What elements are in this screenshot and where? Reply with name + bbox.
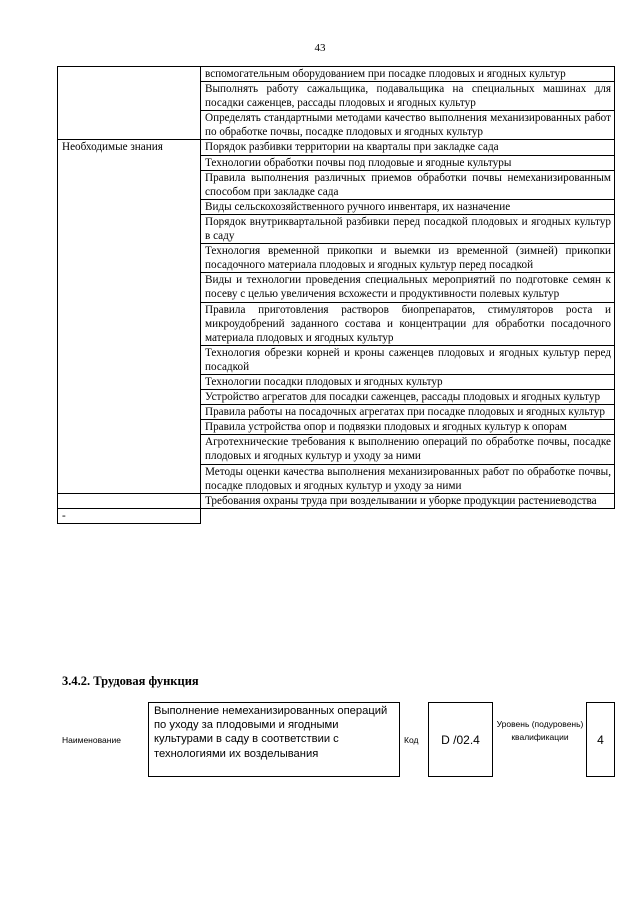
row-text: Правила работы на посадочных агрегатах при посадке плодовых и ягодных культур: [201, 405, 615, 420]
row-text: Порядок разбивки территории на кварталы при закладке сада: [201, 140, 615, 155]
row-text: Виды и технологии проведения специальных мероприятий по подготовке семян к посеву с целью увеличения всхожести и продуктивности полевых культур: [201, 273, 615, 302]
row-text: Требования охраны труда при возделывании и уборке продукции растениеводства: [201, 493, 615, 508]
row-label: [58, 493, 201, 508]
row-text: Технологии посадки плодовых и ягодных культур: [201, 374, 615, 389]
row-text: -: [58, 508, 201, 523]
row-text: Технологии обработки почвы под плодовые и ягодные культуры: [201, 155, 615, 170]
row-text: Устройство агрегатов для посадки саженцев, рассады плодовых и ягодных культур: [201, 390, 615, 405]
row-text: Методы оценки качества выполнения механизированных работ по обработке почвы, посадке плодовых и ягодных культур и уходу за ними: [201, 464, 615, 493]
row-text: Агротехнические требования к выполнению операций по обработке почвы, посадке плодовых и ягодных культур и уходу за ними: [201, 435, 615, 464]
knowledge-table: [57, 66, 615, 524]
row-text: Правила выполнения различных приемов обработки почвы немеханизированным способом при закладке сада: [201, 170, 615, 199]
row-text: Правила устройства опор и подвязки плодовых и ягодных культур к опорам: [201, 420, 615, 435]
row-text: Определять стандартными методами качество выполнения механизированных работ по обработке почвы, посадке плодовых и ягодных культур: [201, 111, 615, 140]
table-row: [58, 67, 615, 82]
row-text: Правила приготовления растворов биопрепаратов, стимуляторов роста и микроудобрений заданного состава и концентрации для обработки посадочного материала плодовых и ягодных культур: [201, 302, 615, 345]
row-text: Порядок внутриквартальной разбивки перед посадкой плодовых и ягодных культур в саду: [201, 214, 615, 243]
level-value: 4: [586, 702, 615, 777]
page-number: 43: [314, 42, 326, 54]
code-value: D /02.4: [428, 702, 493, 777]
level-label: Уровень (подуровень) квалификации: [496, 719, 584, 742]
row-text: Виды сельскохозяйственного ручного инвентаря, их назначение: [201, 199, 615, 214]
row-text: Технология временной прикопки и выемки из временной (зимней) прикопки посадочного материала плодовых и ягодных культур перед посадкой: [201, 244, 615, 273]
code-label: Код: [404, 735, 419, 745]
table-row: [58, 493, 615, 508]
table-row: [58, 508, 615, 523]
row-label: [58, 67, 201, 140]
row-text: вспомогательным оборудованием при посадке плодовых и ягодных культур: [201, 67, 615, 82]
row-text: Технология обрезки корней и кроны саженцев плодовых и ягодных культур перед посадкой: [201, 345, 615, 374]
row-label: Необходимые знания: [58, 140, 201, 493]
name-value: Выполнение немеханизированных операций по уходу за плодовыми и ягодными культурами в саду в соответствии с технологиями их возделывания: [148, 702, 400, 777]
row-text: Выполнять работу сажальщика, подавальщика на специальных машинах для посадки саженцев, рассады плодовых и ягодных культур: [201, 82, 615, 111]
table-row: [58, 140, 615, 155]
name-label: Наименование: [62, 735, 121, 745]
section-title: 3.4.2. Трудовая функция: [62, 674, 199, 688]
